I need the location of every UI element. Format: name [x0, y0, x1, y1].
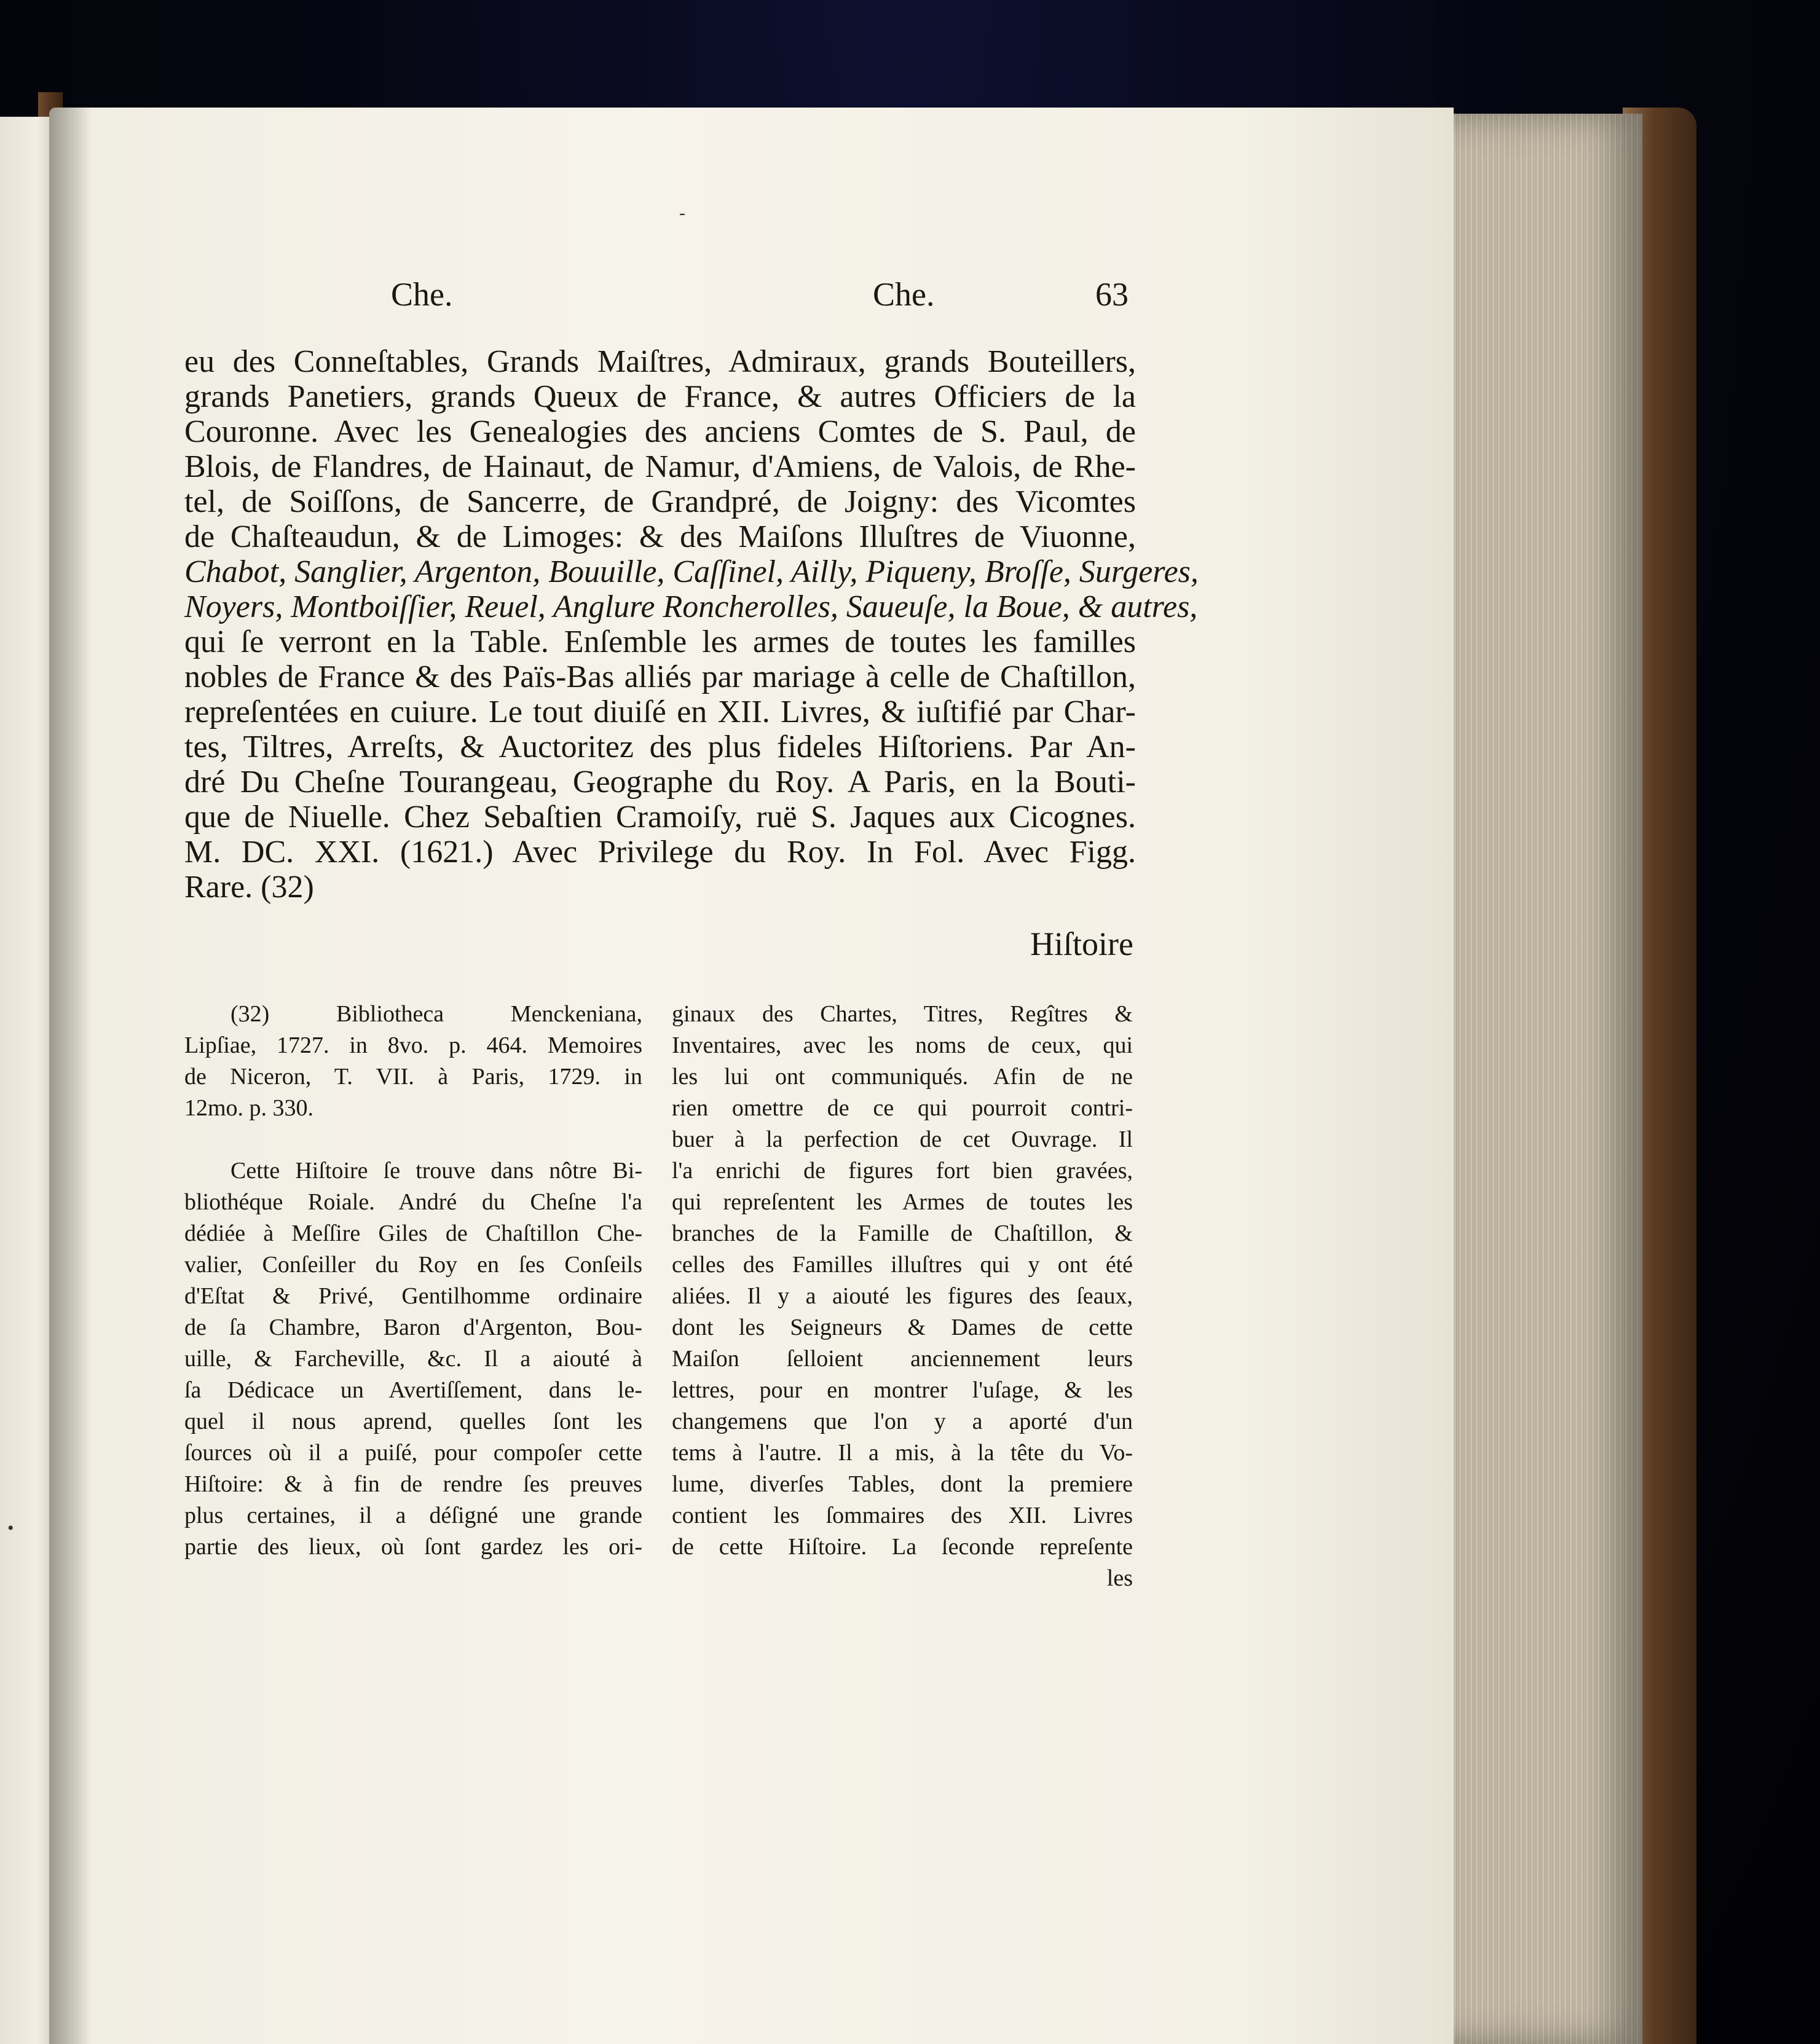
right-line: celles des Familles illuſtres qui y ont été	[672, 1252, 1133, 1278]
right-line: Inventaires, avec les noms de ceux, qui	[672, 1032, 1133, 1058]
left-line: Cette Hiſtoire ſe trouve dans nôtre Bi-	[230, 1158, 642, 1184]
right-line: tems à l'autre. Il a mis, à la tête du Vo-	[672, 1440, 1133, 1466]
page-mark: •	[7, 1518, 14, 1538]
main-line: tel, de Soiſſons, de Sancerre, de Grandpré, de Joigny: des Vicomtes	[184, 484, 1136, 519]
main-text-block	[184, 344, 1199, 905]
right-line: l'a enrichi de figures fort bien gravées,	[672, 1158, 1133, 1184]
main-line: repreſentées en cuiure. Le tout diuiſé en XII. Livres, & iuſtifié par Char-	[184, 694, 1136, 729]
left-line: quel il nous aprend, quelles ſont les	[184, 1409, 642, 1434]
main-line: nobles de France & des Païs-Bas alliés par mariage à celle de Chaſtillon,	[184, 659, 1136, 694]
running-head-center: Che.	[873, 276, 935, 313]
left-line: d'Eſtat & Privé, Gentilhomme ordinaire	[184, 1283, 642, 1309]
main-line: eu des Conneſtables, Grands Maiſtres, Admiraux, grands Bouteillers,	[184, 344, 1136, 379]
main-line: Noyers, Montboiſſier, Reuel, Anglure Roncherolles, Saueuſe, la Boue, & autres,	[184, 589, 1198, 624]
main-line: Blois, de Flandres, de Hainaut, de Namur, d'Amiens, de Valois, de Rhe-	[184, 449, 1136, 484]
catchword: Hiſtoire	[1030, 926, 1133, 962]
right-line: Maiſon ſelloient anciennement leurs	[672, 1346, 1133, 1372]
left-line: ſources où il a puiſé, pour compoſer cette	[184, 1440, 642, 1466]
left-line: de ſa Chambre, Baron d'Argenton, Bou-	[184, 1315, 642, 1340]
footnote-line: (32) Bibliotheca Menckeniana,	[230, 1001, 642, 1027]
main-line: tes, Tiltres, Arreſts, & Auctoritez des plus fideles Hiſtoriens. Par An-	[184, 729, 1136, 765]
main-line: qui ſe verront en la Table. Enſemble les armes de toutes les familles	[184, 624, 1136, 659]
right-line: lettres, pour en montrer l'uſage, & les	[672, 1377, 1133, 1403]
right-line: dont les Seigneurs & Dames de cette	[672, 1315, 1133, 1340]
footnote-line: de Niceron, T. VII. à Paris, 1729. in	[184, 1064, 642, 1090]
page-block-edges	[1446, 114, 1642, 2044]
left-line: Hiſtoire: & à fin de rendre ſes preuves	[184, 1471, 642, 1497]
left-line: ſa Dédicace un Avertiſſement, dans le-	[184, 1377, 642, 1403]
right-line: les lui ont communiqués. Afin de ne	[672, 1064, 1133, 1090]
right-line: qui repreſentent les Armes de toutes les	[672, 1189, 1133, 1215]
right-line: contient les ſommaires des XII. Livres	[672, 1503, 1133, 1528]
right-line: les	[1106, 1565, 1133, 1591]
right-line: lume, diverſes Tables, dont la premiere	[672, 1471, 1133, 1497]
main-line: Couronne. Avec les Genealogies des anciens Comtes de S. Paul, de	[184, 414, 1136, 449]
page-mark: -	[679, 203, 685, 223]
main-line: que de Niuelle. Chez Sebaſtien Cramoiſy, ruë S. Jaques aux Cicognes.	[184, 800, 1136, 835]
right-line: branches de la Famille de Chaſtillon, &	[672, 1221, 1133, 1246]
main-line: Chabot, Sanglier, Argenton, Bouuille, Caſſinel, Ailly, Piqueny, Broſſe, Surgeres,	[184, 554, 1199, 589]
right-line: ginaux des Chartes, Titres, Regîtres &	[672, 1001, 1133, 1027]
right-line: rien omettre de ce qui pourroit contri-	[672, 1095, 1133, 1121]
right-line: aliées. Il y a aiouté les figures des ſeaux,	[672, 1283, 1133, 1309]
main-line: Rare. (32)	[184, 870, 314, 905]
running-head-left: Che.	[391, 276, 453, 313]
gutter-shadow	[49, 108, 92, 2044]
left-line: dédiée à Meſſire Giles de Chaſtillon Che-	[184, 1221, 642, 1246]
main-line: grands Panetiers, grands Queux de France, & autres Officiers de la	[184, 379, 1136, 414]
main-line: M. DC. XXI. (1621.) Avec Privilege du Roy. In Fol. Avec Figg.	[184, 835, 1136, 870]
right-column-paragraph	[672, 999, 1133, 1594]
left-line: plus certaines, il a déſigné une grande	[184, 1503, 642, 1528]
left-line: bliothéque Roiale. André du Cheſne l'a	[184, 1189, 642, 1215]
main-line: de Chaſteaudun, & de Limoges: & des Maiſons Illuſtres de Viuonne,	[184, 519, 1136, 554]
left-column-paragraph	[184, 1155, 642, 1563]
right-line: buer à la perfection de cet Ouvrage. Il	[672, 1126, 1133, 1152]
footnote-line: 12mo. p. 330.	[184, 1095, 314, 1121]
page-number: 63	[1095, 276, 1129, 313]
footnote-line: Lipſiae, 1727. in 8vo. p. 464. Memoires	[184, 1032, 642, 1058]
left-line: valier, Conſeiller du Roy en ſes Conſeils	[184, 1252, 642, 1278]
right-line: de cette Hiſtoire. La ſeconde repreſente	[672, 1534, 1133, 1560]
footnote-block	[184, 999, 642, 1124]
left-line: partie des lieux, où ſont gardez les ori-	[184, 1534, 642, 1560]
left-line: uille, & Farcheville, &c. Il a aiouté à	[184, 1346, 642, 1372]
right-line: changemens que l'on y a aporté d'un	[672, 1409, 1133, 1434]
main-line: dré Du Cheſne Tourangeau, Geographe du Roy. A Paris, en la Bouti-	[184, 765, 1136, 800]
